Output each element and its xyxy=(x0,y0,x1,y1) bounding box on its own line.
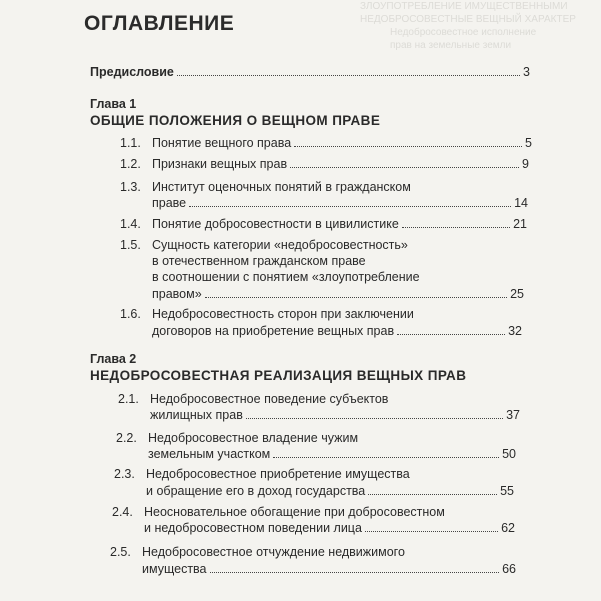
toc-entry-1-6[interactable] xyxy=(152,324,522,338)
toc-entry-2-4[interactable] xyxy=(144,521,515,535)
page-number: 25 xyxy=(510,287,524,301)
page-number: 55 xyxy=(500,484,514,498)
entry-text: и обращение его в доход государства xyxy=(146,484,366,498)
chapter-title[interactable]: ОБЩИЕ ПОЛОЖЕНИЯ О ВЕЩНОМ ПРАВЕ xyxy=(90,113,381,128)
dot-leader xyxy=(365,531,498,532)
section-number: 1.5. xyxy=(120,238,141,252)
page-number: 37 xyxy=(506,408,520,422)
section-number: 2.3. xyxy=(114,467,135,481)
toc-entry-1-3[interactable] xyxy=(152,196,528,210)
page-number: 9 xyxy=(522,157,529,171)
section-number: 1.1. xyxy=(120,136,141,150)
entry-text: Недобросовестное отчуждение недвижимого xyxy=(142,545,405,559)
page-number: 66 xyxy=(502,562,516,576)
section-number: 2.5. xyxy=(110,545,131,559)
entry-text: Сущность категории «недобросовестность» xyxy=(152,238,408,252)
section-number: 1.6. xyxy=(120,307,141,321)
entry-text: Понятие вещного права xyxy=(152,136,292,150)
entry-text: договоров на приобретение вещных прав xyxy=(152,324,395,338)
section-number: 2.1. xyxy=(118,392,139,406)
toc-entry-1-2[interactable] xyxy=(152,157,529,171)
entry-text: Недобросовестность сторон при заключении xyxy=(152,307,414,321)
entry-text: Недобросовестное владение чужим xyxy=(148,431,359,445)
toc-entry-1-1[interactable] xyxy=(152,136,532,150)
section-number: 1.2. xyxy=(120,157,141,171)
toc-title: ОГЛАВЛЕНИЕ xyxy=(84,12,235,35)
toc-entry-2-3[interactable] xyxy=(146,484,514,498)
chapter-title[interactable]: НЕДОБРОСОВЕСТНАЯ РЕАЛИЗАЦИЯ ВЕЩНЫХ ПРАВ xyxy=(90,368,467,383)
toc-entry-2-1[interactable] xyxy=(150,408,520,422)
page-number: 50 xyxy=(502,447,516,461)
dot-leader xyxy=(210,572,500,573)
entry-text: Признаки вещных прав xyxy=(152,157,288,171)
entry-label: Предисловие xyxy=(90,65,174,79)
entry-text: Институт оценочных понятий в гражданском xyxy=(152,180,411,194)
section-number: 2.2. xyxy=(116,431,137,445)
chapter-label: Глава 2 xyxy=(90,352,137,366)
entry-text: жилищных прав xyxy=(150,408,243,422)
bleed-line: ЗЛОУПОТРЕБЛЕНИЕ ИМУЩЕСТВЕННЫМИ xyxy=(360,1,568,12)
dot-leader xyxy=(397,334,505,335)
page-number: 62 xyxy=(501,521,515,535)
bleed-line: Недобросовестное исполнение xyxy=(390,27,537,38)
entry-text: Неосновательное обогащение при добросовестном xyxy=(144,505,445,519)
entry-text: в соотношении с понятием «злоупотребление xyxy=(152,270,420,284)
entry-text: имущества xyxy=(142,562,207,576)
entry-text: в отечественном гражданском праве xyxy=(152,254,366,268)
toc-entry-preface[interactable] xyxy=(90,65,530,79)
toc-entry-1-5[interactable] xyxy=(152,287,524,301)
section-number: 2.4. xyxy=(112,505,133,519)
dot-leader xyxy=(205,297,507,298)
page-number: 21 xyxy=(513,217,527,231)
dot-leader xyxy=(189,206,511,207)
entry-text: земельным участком xyxy=(148,447,271,461)
bleed-line: НЕДОБРОСОВЕСТНЫЕ ВЕЩНЫЙ ХАРАКТЕР xyxy=(360,14,576,25)
dot-leader xyxy=(402,227,510,228)
dot-leader xyxy=(368,494,497,495)
chapter-label: Глава 1 xyxy=(90,97,137,111)
toc-entry-2-5[interactable] xyxy=(142,562,516,576)
entry-text: Понятие добросовестности в цивилистике xyxy=(152,217,399,231)
entry-text: Недобросовестное приобретение имущества xyxy=(146,467,410,481)
page-number: 32 xyxy=(508,324,522,338)
dot-leader xyxy=(294,146,522,147)
page-number: 5 xyxy=(525,136,532,150)
toc-entry-2-2[interactable] xyxy=(148,447,516,461)
dot-leader xyxy=(246,418,503,419)
entry-text: Недобросовестное поведение субъектов xyxy=(150,392,389,406)
entry-text: и недобросовестном поведении лица xyxy=(144,521,362,535)
entry-text: правом» xyxy=(152,287,202,301)
dot-leader xyxy=(290,167,519,168)
dot-leader xyxy=(273,457,499,458)
page-number: 14 xyxy=(514,196,528,210)
section-number: 1.3. xyxy=(120,180,141,194)
entry-text: праве xyxy=(152,196,187,210)
page-number: 3 xyxy=(523,65,530,79)
toc-entry-1-4[interactable] xyxy=(152,217,527,231)
dot-leader xyxy=(177,75,520,76)
section-number: 1.4. xyxy=(120,217,141,231)
bleed-line: прав на земельные земли xyxy=(390,40,512,51)
